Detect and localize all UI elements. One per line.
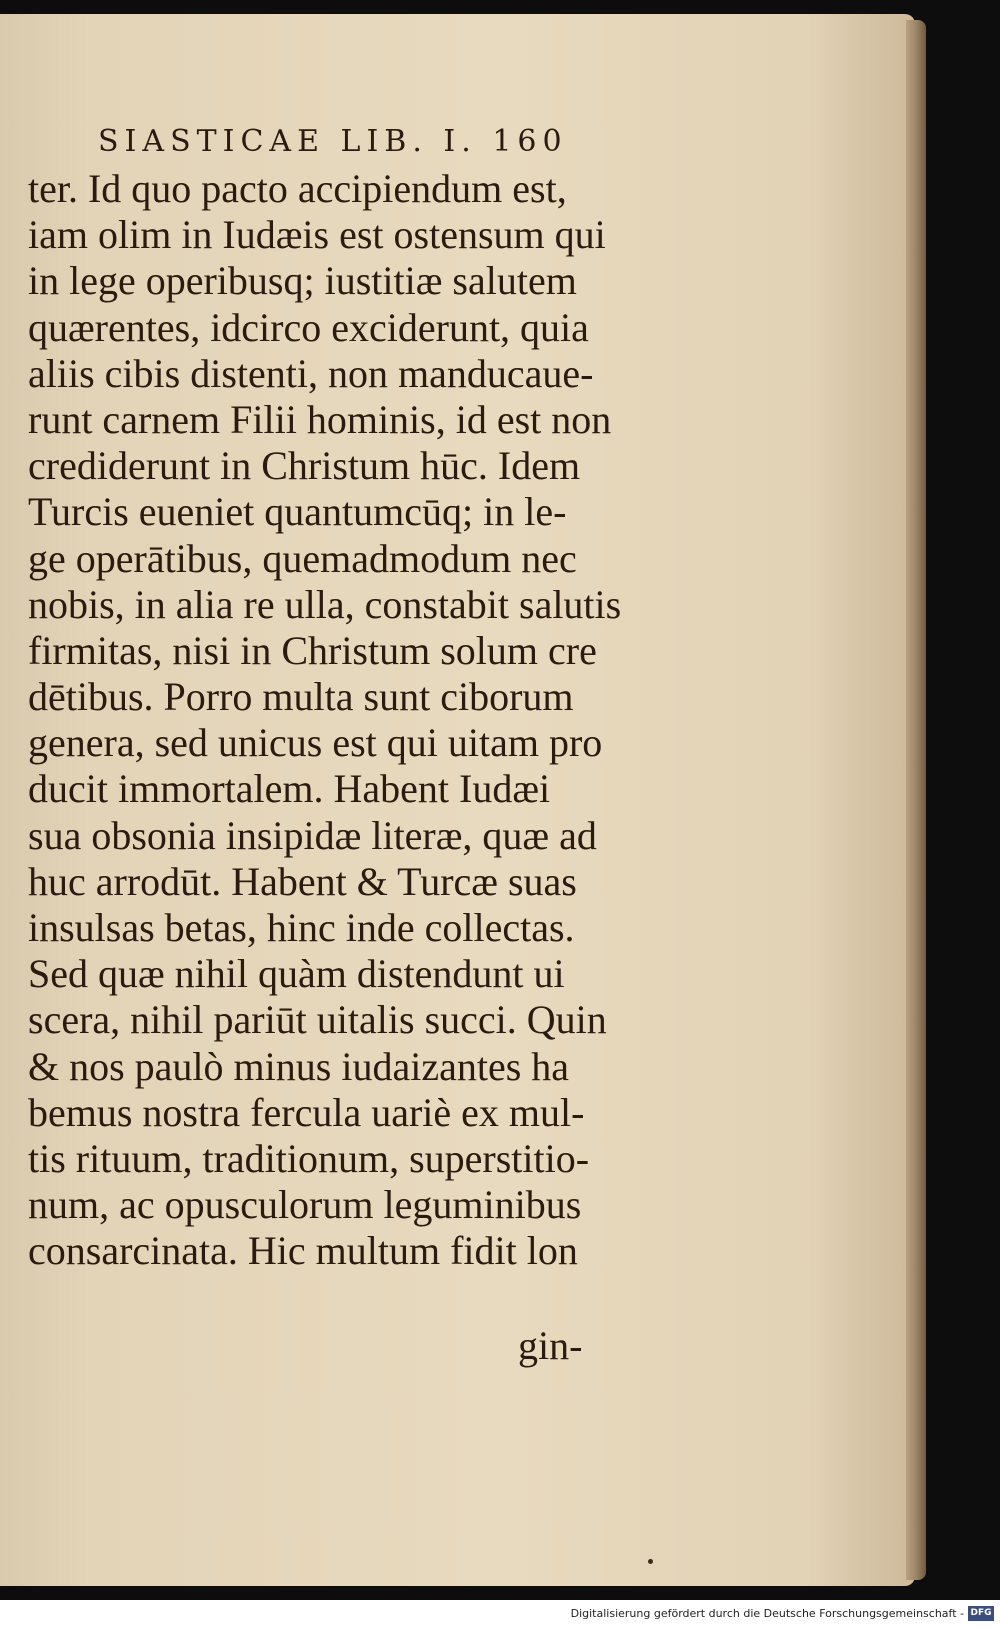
text-line: in lege operibusq; iustitiæ salutem bbox=[28, 258, 577, 304]
catchword: gin- bbox=[518, 1323, 583, 1368]
page-edge bbox=[906, 20, 926, 1580]
text-line: consarcinata. Hic multum fidit lon bbox=[28, 1228, 578, 1274]
text-line: insulsas betas, hinc inde collectas. bbox=[28, 905, 575, 950]
text-line: bemus nostra fercula uariè ex mul- bbox=[28, 1089, 585, 1135]
text-line: ter. Id quo pacto accipiendum est, bbox=[28, 166, 567, 211]
text-line: huc arrodūt. Habent & Turcæ suas bbox=[28, 858, 577, 904]
text-line: ge operātibus, quemadmodum nec bbox=[28, 535, 577, 581]
text-line: genera, sed unicus est qui uitam pro bbox=[28, 720, 603, 766]
text-line: num, ac opusculorum leguminibus bbox=[28, 1182, 582, 1228]
text-line: Turcis eueniet quantumcūq; in le- bbox=[28, 489, 567, 535]
funding-notice: Digitalisierung gefördert durch die Deutsche Forschungsgemeinschaft - bbox=[570, 1607, 964, 1620]
text-line: iam olim in Iudæis est ostensum qui bbox=[28, 212, 606, 258]
text-line: quærentes, idcirco exciderunt, quia bbox=[28, 304, 589, 350]
text-line: firmitas, nisi in Christum solum cre bbox=[28, 627, 597, 673]
text-line: dētibus. Porro multa sunt ciborum bbox=[28, 674, 574, 720]
text-line: Sed quæ nihil quàm distendunt ui bbox=[28, 951, 565, 997]
text-line: crediderunt in Christum hūc. Idem bbox=[28, 443, 581, 489]
text-line: scera, nihil pariūt uitalis succi. Quin bbox=[28, 997, 607, 1043]
text-line: tis rituum, traditionum, superstitio- bbox=[28, 1135, 590, 1181]
ink-speck bbox=[648, 1559, 653, 1564]
text-line: nobis, in alia re ulla, constabit salutis bbox=[28, 581, 622, 627]
text-line: ducit immortalem. Habent Iudæi bbox=[28, 766, 551, 812]
text-line: sua obsonia insipidæ literæ, quæ ad bbox=[28, 812, 597, 858]
text-line: aliis cibis distenti, non manducaue- bbox=[28, 350, 594, 396]
body-text bbox=[28, 166, 668, 1275]
book-page bbox=[0, 14, 915, 1586]
running-head: SIASTICAE LIB. I. 160 bbox=[98, 124, 568, 159]
footer-bar bbox=[0, 1600, 1000, 1629]
text-line: runt carnem Filii hominis, id est non bbox=[28, 396, 612, 442]
text-line: & nos paulò minus iudaizantes ha bbox=[28, 1043, 570, 1089]
dfg-logo-icon: DFG bbox=[968, 1606, 994, 1621]
